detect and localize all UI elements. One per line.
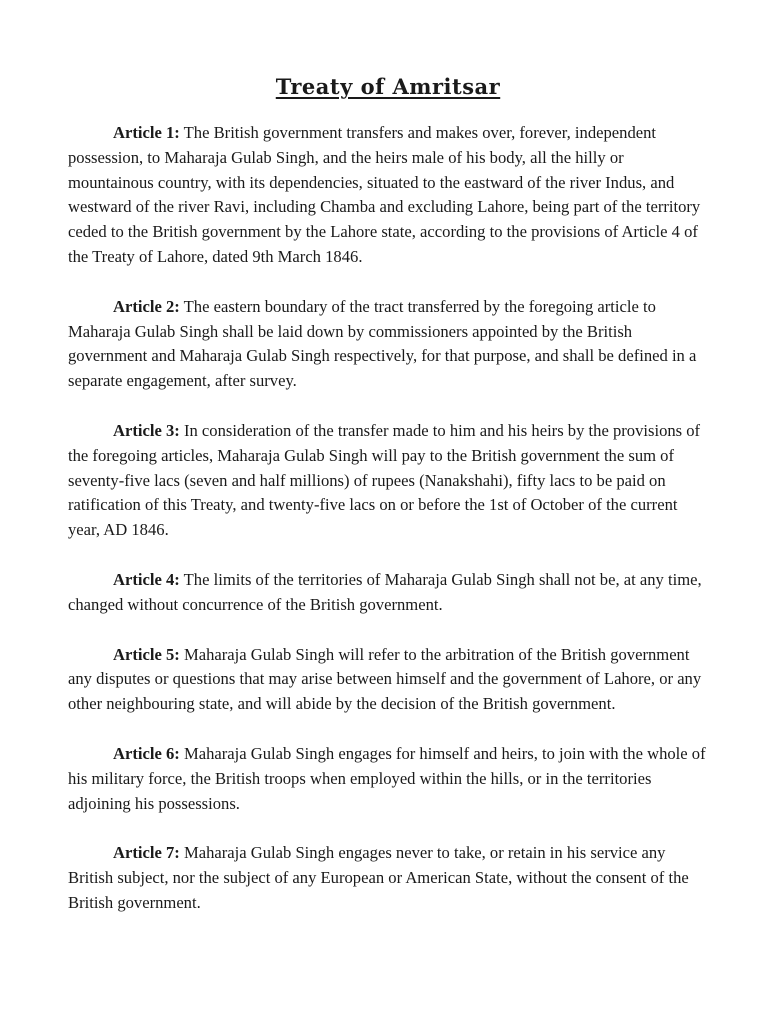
article-7	[68, 841, 708, 915]
document-page	[68, 72, 708, 941]
article-6	[68, 742, 708, 816]
article-label: Article 1:	[113, 123, 180, 142]
article-text: The limits of the territories of Maharaja Gulab Singh shall not be, at any time, changed without concurrence of the British government.	[68, 569, 702, 614]
article-label: Article 7:	[113, 843, 180, 863]
article-1	[68, 121, 708, 270]
article-text: In consideration of the transfer made to him and his heirs by the provisions of the foregoing articles, Maharaja Gulab Singh will pay to the British government the sum of seventy-five lacs (seven and half millions) of rupees (Nanakshahi), fifty lacs to be paid on ratification of this Treaty, and twenty-five lacs on or before the 1st of October of the current year, AD 1846.	[68, 420, 701, 540]
article-text: Maharaja Gulab Singh engages for himself and heirs, to join with the whole of his military force, the British troops when employed within the hills, or in the territories adjoining his possessions.	[68, 743, 706, 813]
article-2	[68, 295, 708, 394]
article-label: Article 6:	[113, 743, 180, 763]
article-5	[68, 643, 708, 717]
document-title: Treaty of Amritsar	[275, 74, 501, 99]
article-label: Article 3:	[113, 420, 180, 440]
article-label: Article 2:	[113, 296, 180, 316]
article-text: The British government transfers and makes over, forever, independent possession, to Maharaja Gulab Singh, and the heirs male of his body, all the hilly or mountainous country, with its dependencies, situated to the eastward of the river Indus, and westward of the river Ravi, including Chamba and excluding Lahore, being part of the territory ceded to the British government by the Lahore state, according to the provisions of Article 4 of the Treaty of Lahore, dated 9th March 1846.	[68, 123, 701, 266]
article-text: The eastern boundary of the tract transferred by the foregoing article to Maharaja Gulab Singh shall be laid down by commissioners appointed by the British government and Maharaja Gulab Singh respectively, for that purpose, and shall be defined in a separate engagement, after survey.	[68, 296, 697, 391]
article-label: Article 5:	[113, 644, 180, 664]
article-label: Article 4:	[113, 569, 180, 589]
article-text: Maharaja Gulab Singh will refer to the arbitration of the British government any disputes or questions that may arise between himself and the government of Lahore, or any other neighbouring state, and will abide by the decision of the British government.	[68, 644, 702, 714]
article-3	[68, 419, 708, 543]
article-text: Maharaja Gulab Singh engages never to take, or retain in his service any British subject, nor the subject of any European or American State, without the consent of the British government.	[68, 843, 689, 912]
article-4	[68, 568, 708, 618]
